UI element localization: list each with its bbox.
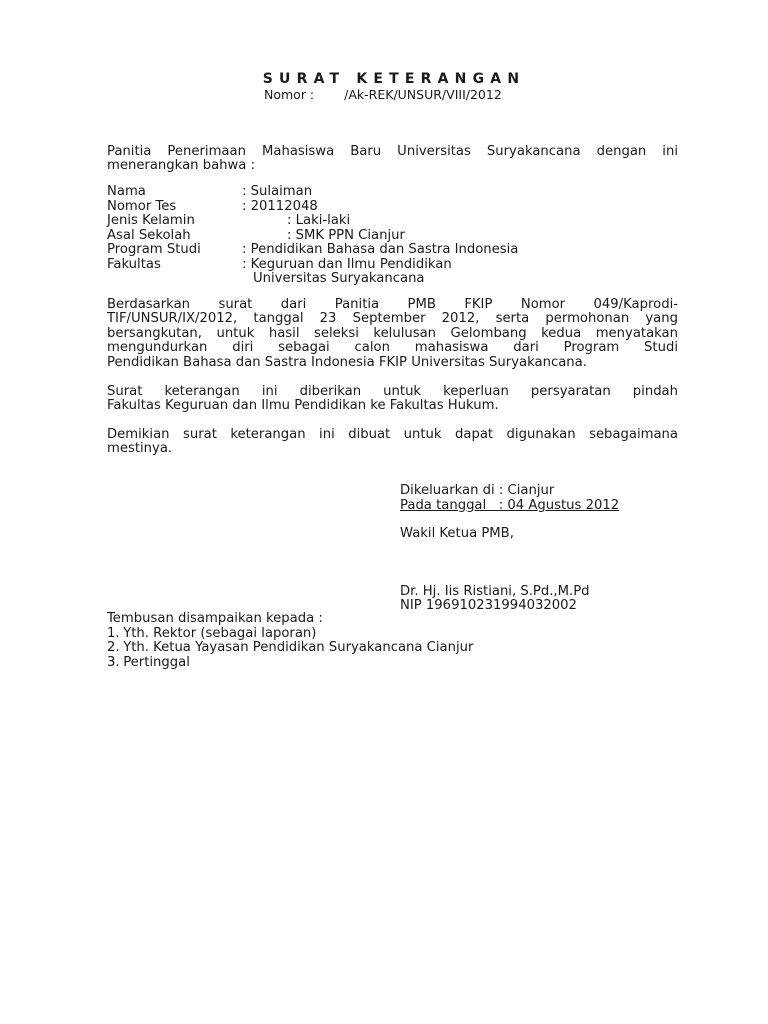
identity-row-program-studi xyxy=(107,243,518,258)
program-studi-value: : Pendidikan Bahasa dan Sastra Indonesia xyxy=(242,242,519,257)
fakultas-value: : Keguruan dan Ilmu Pendidikan xyxy=(242,256,452,272)
intro-line: menerangkan bahwa : xyxy=(107,158,256,174)
letter-number xyxy=(264,88,502,102)
nama-value: : Sulaiman xyxy=(242,184,313,199)
fakultas-value-continued: Universitas Suryakancana xyxy=(253,271,425,286)
cc-item-number: 3. xyxy=(107,654,120,670)
body-paragraph-1 xyxy=(107,298,678,370)
body-line: mestinya. xyxy=(107,441,173,457)
intro-line: Panitia Penerimaan Mahasiswa Baru Universitas Suryakancana dengan ini xyxy=(107,144,678,159)
cc-item-text: Yth. Ketua Yayasan Pendidikan Suryakancana Cianjur xyxy=(123,640,474,655)
asal-sekolah-value: : SMK PPN Cianjur xyxy=(287,227,405,243)
identity-block xyxy=(107,185,518,287)
fakultas-label: Fakultas xyxy=(107,256,161,272)
jenis-kelamin-label: Jenis Kelamin xyxy=(107,213,195,228)
identity-row-jenis-kelamin xyxy=(107,214,518,229)
cc-item xyxy=(107,627,473,642)
signer-position: Wakil Ketua PMB, xyxy=(400,526,514,541)
cc-item-number: 2. xyxy=(107,640,120,655)
body-line: Berdasarkan surat dari Panitia PMB FKIP Nomor 049/Kaprodi- xyxy=(107,297,678,312)
carbon-copy-block xyxy=(107,612,473,670)
cc-item xyxy=(107,641,473,656)
signer-nip: NIP 196910231994032002 xyxy=(400,598,577,613)
letter-number-label: Nomor : xyxy=(264,87,315,102)
letter-number-value: /Ak-REK/UNSUR/VIII/2012 xyxy=(344,87,502,102)
issued-place: Dikeluarkan di : Cianjur xyxy=(400,483,555,498)
cc-item xyxy=(107,656,473,671)
signer-name: Dr. Hj. Iis Ristiani, S.Pd.,M.Pd xyxy=(400,583,590,599)
cc-heading: Tembusan disampaikan kepada : xyxy=(107,611,323,626)
body-paragraph-2 xyxy=(107,385,678,414)
body-line: Pendidikan Bahasa dan Sastra Indonesia FKIP Universitas Suryakancana. xyxy=(107,354,587,370)
jenis-kelamin-value: : Laki-laki xyxy=(287,213,351,228)
cc-item-text: Pertinggal xyxy=(123,654,190,670)
cc-item-text: Yth. Rektor (sebagai laporan) xyxy=(123,625,317,641)
asal-sekolah-label: Asal Sekolah xyxy=(107,227,191,243)
body-line: Fakultas Keguruan dan Ilmu Pendidikan ke Fakultas Hukum. xyxy=(107,398,499,414)
letter-title: SURAT KETERANGAN xyxy=(262,71,526,87)
body-paragraph-3 xyxy=(107,428,678,457)
issued-date: Pada tanggal : 04 Agustus 2012 xyxy=(400,497,620,513)
identity-row-asal-sekolah xyxy=(107,229,518,244)
identity-row-nomor-tes xyxy=(107,200,518,215)
intro-paragraph xyxy=(107,145,678,174)
nomor-tes-label: Nomor Tes xyxy=(107,198,177,214)
body-line: mengundurkan diri sebagai calon mahasiswa dari Program Studi xyxy=(107,340,678,356)
nomor-tes-value: : 20112048 xyxy=(242,198,318,214)
body-line: Surat keterangan ini diberikan untuk keperluan persyaratan pindah xyxy=(107,384,678,399)
identity-row-fakultas xyxy=(107,258,518,273)
body-line: Demikian surat keterangan ini dibuat untuk dapat digunakan sebagaimana xyxy=(107,427,678,442)
identity-row-nama xyxy=(107,185,518,200)
program-studi-label: Program Studi xyxy=(107,242,201,257)
body-line: TIF/UNSUR/IX/2012, tanggal 23 September 2012, serta permohonan yang xyxy=(107,311,678,327)
nama-label: Nama xyxy=(107,184,146,199)
cc-item-number: 1. xyxy=(107,625,120,641)
signature-block xyxy=(400,484,619,614)
body-line: bersangkutan, untuk hasil seleksi kelulusan Gelombang kedua menyatakan xyxy=(107,325,678,341)
